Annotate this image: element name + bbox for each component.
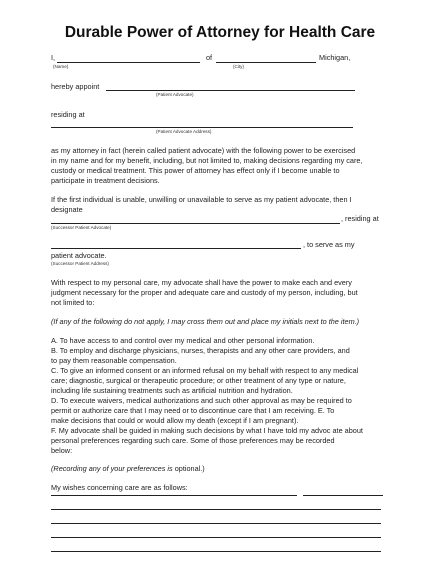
successor-address-blank[interactable] [51, 248, 301, 249]
list-item: to pay them reasonable compensation. [51, 356, 177, 365]
hereby-appoint-label: hereby appoint [51, 82, 100, 91]
para2-line: not limited to: [51, 298, 95, 307]
patient-advocate-text: patient advocate. [51, 251, 107, 260]
document-title: Durable Power of Attorney for Health Care [64, 24, 376, 41]
successor-residing-label: , residing at [341, 214, 379, 223]
successor-blank[interactable] [51, 223, 340, 224]
recording-note-text: (Recording any of your preferences is [51, 464, 173, 473]
designate-label: designate [51, 205, 83, 214]
list-item: permit or authorize care that I may need or to discontinue care that I am receiving. E. To [51, 406, 335, 415]
name-blank[interactable] [57, 62, 200, 63]
list-item: care; diagnostic, surgical or therapeutic procedure; or other treatment of any type or nature, [51, 376, 346, 385]
successor-caption: (Successor Patient Advocate) [51, 225, 112, 230]
para1-line: custody or medical treatment. This power of attorney has effect only if I become unable to [51, 166, 340, 175]
list-item: make decisions that could or would allow my death (except if I am pregnant). [51, 416, 299, 425]
of-label: of [206, 53, 213, 62]
wishes-line[interactable] [51, 495, 297, 496]
serve-label: , to serve as my [303, 240, 355, 249]
para1-line: as my attorney in fact (herein called patient advocate) with the following power to be exercised [51, 146, 356, 155]
name-caption: (Name) [53, 64, 69, 69]
list-item: B. To employ and discharge physicians, nurses, therapists and any other care providers, and [51, 346, 350, 355]
list-item: C. To give an informed consent or an informed refusal on my behalf with respect to any medical [51, 366, 359, 375]
advocate-address-blank[interactable] [51, 127, 353, 128]
list-item: personal preferences regarding such care. Some of those preferences may be recorded [51, 436, 335, 445]
wishes-line[interactable] [51, 509, 381, 510]
i-prefix: I, [51, 53, 56, 62]
wishes-line[interactable] [51, 551, 381, 552]
list-item: A. To have access to and control over my medical and other personal information. [51, 336, 315, 345]
initials-note: (If any of the following do not apply, I may cross them out and place my initials next to the item.) [51, 317, 360, 326]
residing-at-label: residing at [51, 110, 85, 119]
para1-line: in my name and for my benefit, including, but not limited to, making decisions regarding my care, [51, 156, 363, 165]
wishes-label: My wishes concerning care are as follows: [51, 483, 188, 492]
wishes-line[interactable] [51, 523, 381, 524]
list-item: D. To execute waivers, medical authorizations and such other approval as may be required to [51, 396, 352, 405]
state-label: Michigan, [319, 53, 351, 62]
list-item: below: [51, 446, 73, 455]
wishes-line[interactable] [51, 537, 381, 538]
city-blank[interactable] [216, 62, 316, 63]
city-caption: (City) [233, 64, 244, 69]
recording-note [51, 464, 205, 474]
list-item: including life sustaining treatments such as artificial nutrition and hydration. [51, 386, 293, 395]
recording-optional-text: optional.) [172, 464, 205, 473]
para2-line: With respect to my personal care, my advocate shall have the power to make each and every [51, 278, 352, 287]
para2-line: judgment necessary for the proper and adequate care and custody of my person, including, but [51, 288, 358, 297]
patient-advocate-caption: (Patient Advocate) [156, 92, 194, 97]
patient-advocate-blank[interactable] [106, 90, 355, 91]
advocate-address-caption: (Patient Advocate Address) [156, 129, 212, 134]
successor-line: If the first individual is unable, unwilling or unavailable to serve as my patient advocate, then I [51, 195, 352, 204]
successor-address-caption: (Successor Patient Address) [51, 261, 109, 266]
list-item: F. My advocate shall be guided in making such decisions by what I have told my advoc ate about [51, 426, 363, 435]
para1-line: participate in treatment decisions. [51, 176, 160, 185]
wishes-line[interactable] [303, 495, 383, 496]
